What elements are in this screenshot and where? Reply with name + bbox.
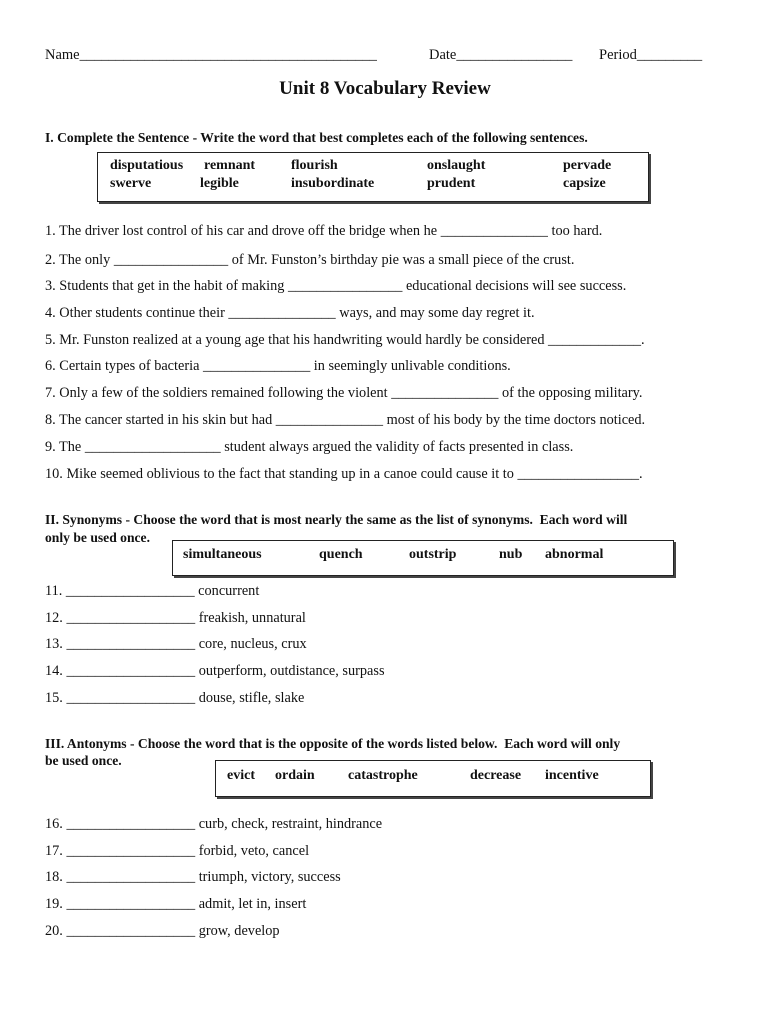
- answer-blank: __________________: [66, 610, 196, 626]
- antonym-item-20: [45, 923, 280, 940]
- section-3-heading-cont: be used once.: [45, 753, 122, 768]
- synonym-item-11: [45, 583, 259, 600]
- answer-blank: __________________: [66, 816, 196, 832]
- name-field-label: Name_________________________________________: [45, 47, 377, 63]
- item-clue: curb, check, restraint, hindrance: [198, 816, 383, 832]
- synonym-item-15: [45, 690, 304, 707]
- sentence-item-9: 9. The ___________________ student always argued the validity of facts presented in class.: [45, 439, 574, 455]
- answer-blank: __________________: [66, 663, 196, 679]
- item-clue: core, nucleus, crux: [198, 636, 307, 652]
- section-2-heading-cont: only be used once.: [45, 530, 150, 545]
- answer-blank: __________________: [66, 843, 196, 859]
- word-bank-item: disputatious: [110, 158, 184, 173]
- word-bank-item: catastrophe: [348, 768, 418, 783]
- word-bank-item: quench: [319, 547, 363, 562]
- answer-blank: __________________: [66, 690, 196, 706]
- item-number: 13.: [45, 636, 63, 652]
- item-number: 11.: [45, 583, 63, 599]
- word-bank-item: onslaught: [427, 158, 486, 173]
- answer-blank: __________________: [65, 583, 195, 599]
- item-number: 14.: [45, 663, 63, 679]
- word-bank-item: legible: [200, 176, 239, 191]
- item-clue: triumph, victory, success: [198, 869, 341, 885]
- word-bank-item: outstrip: [409, 547, 457, 562]
- item-clue: grow, develop: [198, 923, 280, 939]
- answer-blank: __________________: [66, 923, 196, 939]
- sentence-item-4: 4. Other students continue their _______________ ways, and may some day regret it.: [45, 305, 535, 321]
- item-clue: admit, let in, insert: [198, 896, 307, 912]
- item-clue: forbid, veto, cancel: [198, 843, 310, 859]
- word-bank-item: capsize: [563, 176, 606, 191]
- item-clue: concurrent: [198, 583, 260, 599]
- item-number: 12.: [45, 610, 63, 626]
- sentence-item-3: 3. Students that get in the habit of making ________________ educational decisions will see success.: [45, 278, 627, 294]
- item-clue: outperform, outdistance, surpass: [198, 663, 385, 679]
- word-bank-item: nub: [499, 547, 523, 562]
- sentence-item-7: 7. Only a few of the soldiers remained following the violent _______________ of the opposing military.: [45, 385, 643, 401]
- period-field-label: Period_________: [599, 47, 703, 63]
- sentence-item-8: 8. The cancer started in his skin but had _______________ most of his body by the time doctors noticed.: [45, 412, 646, 428]
- answer-blank: __________________: [66, 869, 196, 885]
- page-title: Unit 8 Vocabulary Review: [279, 78, 491, 99]
- section-1-word-bank: [97, 152, 649, 202]
- sentence-item-1: 1. The driver lost control of his car and drove off the bridge when he _______________ too hard.: [45, 223, 603, 239]
- section-2-heading: II. Synonyms - Choose the word that is most nearly the same as the list of synonyms. Each word will: [45, 512, 628, 527]
- synonym-item-13: [45, 636, 307, 653]
- synonym-item-14: [45, 663, 385, 680]
- word-bank-item: pervade: [563, 158, 612, 173]
- item-number: 17.: [45, 843, 63, 859]
- word-bank-item: flourish: [291, 158, 338, 173]
- antonym-item-17: [45, 843, 309, 860]
- date-field-label: Date________________: [429, 47, 573, 63]
- section-3-word-bank: [215, 760, 651, 797]
- word-bank-item: decrease: [470, 768, 522, 783]
- antonym-item-16: [45, 816, 382, 833]
- item-clue: freakish, unnatural: [198, 610, 306, 626]
- item-clue: douse, stifle, slake: [198, 690, 305, 706]
- item-number: 19.: [45, 896, 63, 912]
- word-bank-item: abnormal: [545, 547, 604, 562]
- section-3-heading: III. Antonyms - Choose the word that is the opposite of the words listed below. Each word will only: [45, 736, 621, 751]
- word-bank-item: simultaneous: [183, 547, 262, 562]
- item-number: 18.: [45, 869, 63, 885]
- word-bank-item: ordain: [275, 768, 315, 783]
- antonym-item-19: [45, 896, 306, 913]
- sentence-item-10: 10. Mike seemed oblivious to the fact that standing up in a canoe could cause it to _________________.: [45, 466, 643, 482]
- sentence-item-6: 6. Certain types of bacteria _______________ in seemingly unlivable conditions.: [45, 358, 511, 374]
- antonym-item-18: [45, 869, 341, 886]
- word-bank-item: prudent: [427, 176, 476, 191]
- word-bank-item: incentive: [545, 768, 599, 783]
- sentence-item-5: 5. Mr. Funston realized at a young age that his handwriting would hardly be considered _____________.: [45, 332, 645, 348]
- section-2-word-bank: [172, 540, 674, 576]
- sentence-item-2: 2. The only ________________ of Mr. Funston’s birthday pie was a small piece of the crust.: [45, 252, 575, 268]
- item-number: 16.: [45, 816, 63, 832]
- answer-blank: __________________: [66, 896, 196, 912]
- item-number: 20.: [45, 923, 63, 939]
- section-1-heading: I. Complete the Sentence - Write the word that best completes each of the following sentences.: [45, 130, 588, 145]
- answer-blank: __________________: [66, 636, 196, 652]
- word-bank-item: evict: [227, 768, 255, 783]
- word-bank-item: remnant: [204, 158, 256, 173]
- word-bank-item: insubordinate: [291, 176, 375, 191]
- synonym-item-12: [45, 610, 306, 627]
- word-bank-item: swerve: [110, 176, 152, 191]
- item-number: 15.: [45, 690, 63, 706]
